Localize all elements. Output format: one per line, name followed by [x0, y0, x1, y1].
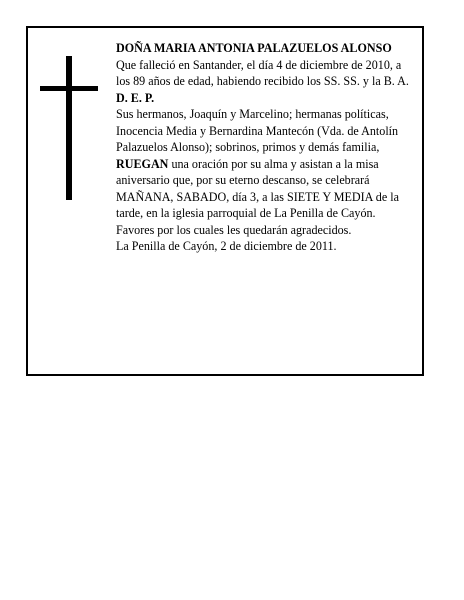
- request-paragraph: [116, 156, 416, 239]
- request-body: una oración por su alma y asistan a la misa aniversario que, por su eterno descanso, se celebrará MAÑANA, SABADO, día 3, a las SIETE Y MEDIA de la tarde, en la iglesia parroquial de La Penilla de Cayón. Favores por los cuales les quedarán agradecidos.: [116, 156, 399, 237]
- cross-vertical-bar: [66, 56, 72, 200]
- deceased-name: DOÑA MARIA ANTONIA PALAZUELOS ALONSO: [116, 41, 392, 55]
- rip-line: D. E. P.: [116, 90, 155, 105]
- cross-icon: [40, 56, 98, 200]
- obituary-text: [116, 40, 416, 255]
- family-list: Sus hermanos, Joaquín y Marcelino; hermanas políticas, Inocencia Media y Bernardina Mantecón (Vda. de Antolín Palazuelos Alonso); sobrinos, primos y demás familia,: [116, 107, 399, 154]
- cross-horizontal-bar: [40, 86, 98, 91]
- death-statement: Que falleció en Santander, el día 4 de diciembre de 2010, a los 89 años de edad, habiendo recibido los SS. SS. y la B. A.: [116, 57, 409, 88]
- obituary-notice: [26, 26, 424, 376]
- request-lead: RUEGAN: [116, 156, 169, 171]
- place-date: La Penilla de Cayón, 2 de diciembre de 2011.: [116, 239, 337, 253]
